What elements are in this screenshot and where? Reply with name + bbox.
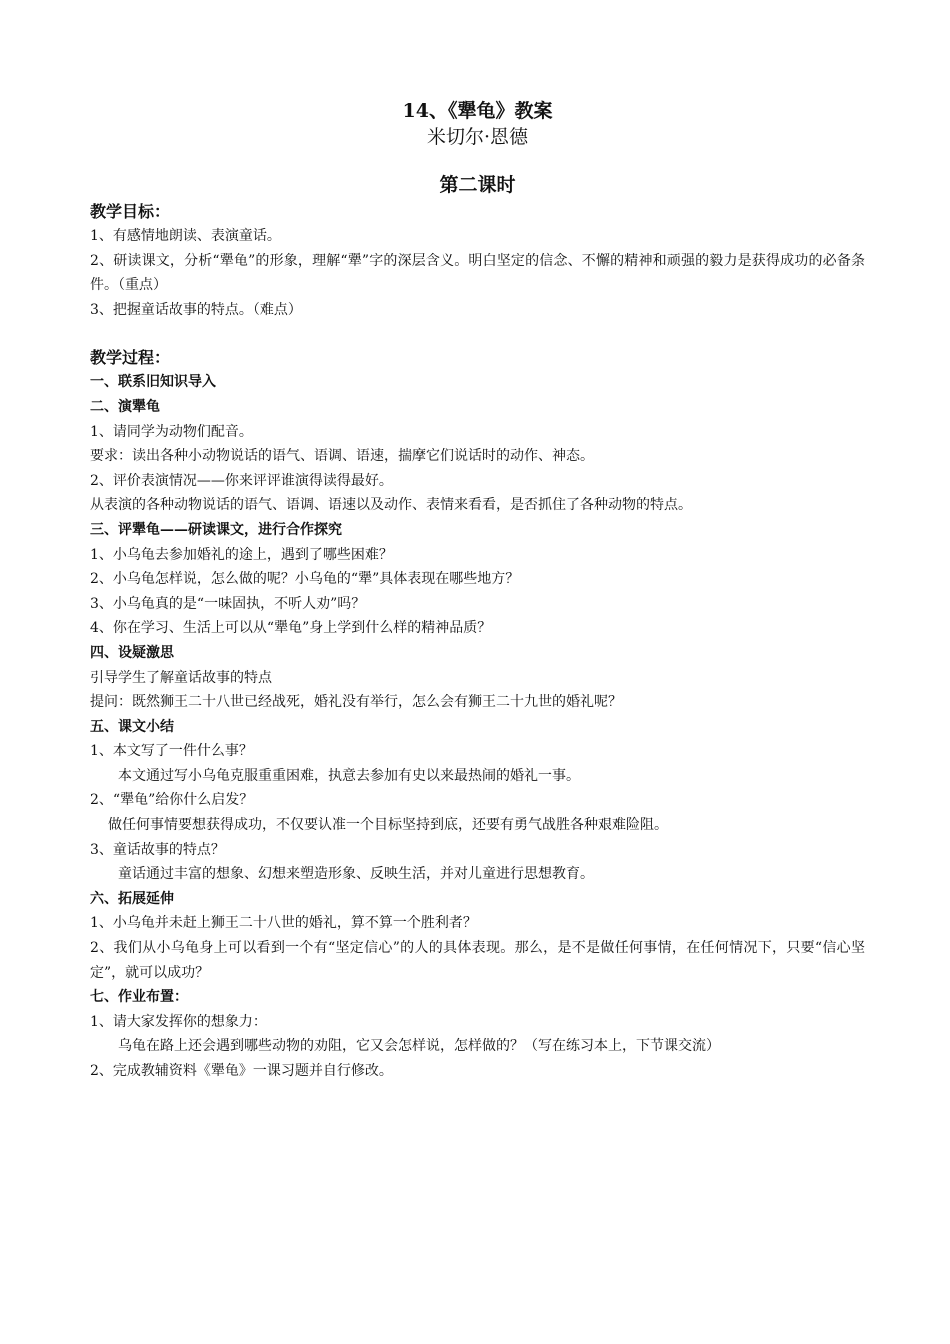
lesson-heading: 第二课时 [439, 174, 516, 196]
body-line: 2、小乌龟怎样说，怎么做的呢？小乌龟的“犟”具体表现在哪些地方？ [90, 571, 520, 588]
section-title: 三、评犟龟——研读课文，进行合作探究 [90, 521, 342, 538]
body-line: 引导学生了解童话故事的特点 [90, 669, 272, 686]
body-line: 2、完成教辅资料《犟龟》一课习题并自行修改。 [90, 1063, 393, 1079]
body-line: 1、小乌龟并未赶上狮王二十八世的婚礼，算不算一个胜利者？ [90, 915, 477, 932]
body-line: 1、小乌龟去参加婚礼的途上，遇到了哪些困难？ [90, 546, 393, 563]
goal-item: 1、有感情地朗读、表演童话。 [90, 228, 281, 244]
body-line: 乌龟在路上还会遇到哪些动物的劝阻，它又会怎样说，怎样做的？（写在练习本上，下节课交流） [118, 1038, 720, 1055]
body-line: 要求：读出各种小动物说话的语气、语调、语速，揣摩它们说话时的动作、神态。 [90, 448, 594, 465]
goals-heading: 教学目标： [90, 202, 171, 221]
body-line: 2、评价表演情况——你来评评谁演得读得最好。 [90, 472, 393, 489]
section-title: 一、联系旧知识导入 [90, 374, 216, 391]
body-line: 提问：既然狮王二十八世已经战死，婚礼没有举行，怎么会有狮王二十九世的婚礼呢？ [90, 694, 622, 711]
body-line: 3、小乌龟真的是“一味固执，不听人劝”吗？ [90, 595, 366, 612]
section-title: 六、拓展延伸 [90, 890, 174, 907]
answer-line: 本文通过写小乌龟克服重重困难，执意去参加有史以来最热闹的婚礼一事。 [118, 767, 580, 784]
document-title: 14、《犟龟》教案 [402, 100, 553, 122]
question-line: 1、本文写了一件什么事？ [90, 743, 253, 760]
goal-item: 3、把握童话故事的特点。（难点） [90, 301, 302, 318]
section-title: 五、课文小结 [90, 718, 174, 735]
section-title: 七、作业布置： [90, 989, 188, 1006]
answer-line: 做任何事情要想获得成功，不仅要认准一个目标坚持到底，还要有勇气战胜各种艰难险阻。 [108, 817, 668, 834]
section-gap [90, 322, 865, 346]
body-line: 1、请同学为动物们配音。 [90, 423, 253, 440]
body-line: 1、请大家发挥你的想象力： [90, 1013, 267, 1030]
section-title: 四、设疑激思 [90, 644, 174, 661]
body-line: 从表演的各种动物说话的语气、语调、语速以及动作、表情来看看，是否抓住了各种动物的特点。 [90, 497, 692, 514]
answer-line: 童话通过丰富的想象、幻想来塑造形象、反映生活，并对儿童进行思想教育。 [118, 866, 594, 883]
question-line: 2、“犟龟”给你什么启发？ [90, 792, 254, 809]
body-line: 4、你在学习、生活上可以从“犟龟”身上学到什么样的精神品质？ [90, 620, 492, 637]
process-heading: 教学过程： [90, 348, 171, 368]
section-title: 二、演犟龟 [90, 398, 160, 415]
body-line: 2、我们从小乌龟身上可以看到一个有“坚定信心”的人的具体表现。那么，是不是做任何事情，在任何情况下，只要“信心坚定”，就可以成功？ [90, 940, 865, 981]
goal-item: 2、研读课文，分析“犟龟”的形象，理解“犟”字的深层含义。明白坚定的信念、不懈的精神和顽强的毅力是获得成功的必备条件。（重点） [90, 252, 865, 294]
document-author: 米切尔·恩德 [426, 126, 529, 148]
document-page [90, 98, 865, 1084]
question-line: 3、童话故事的特点？ [90, 841, 225, 858]
